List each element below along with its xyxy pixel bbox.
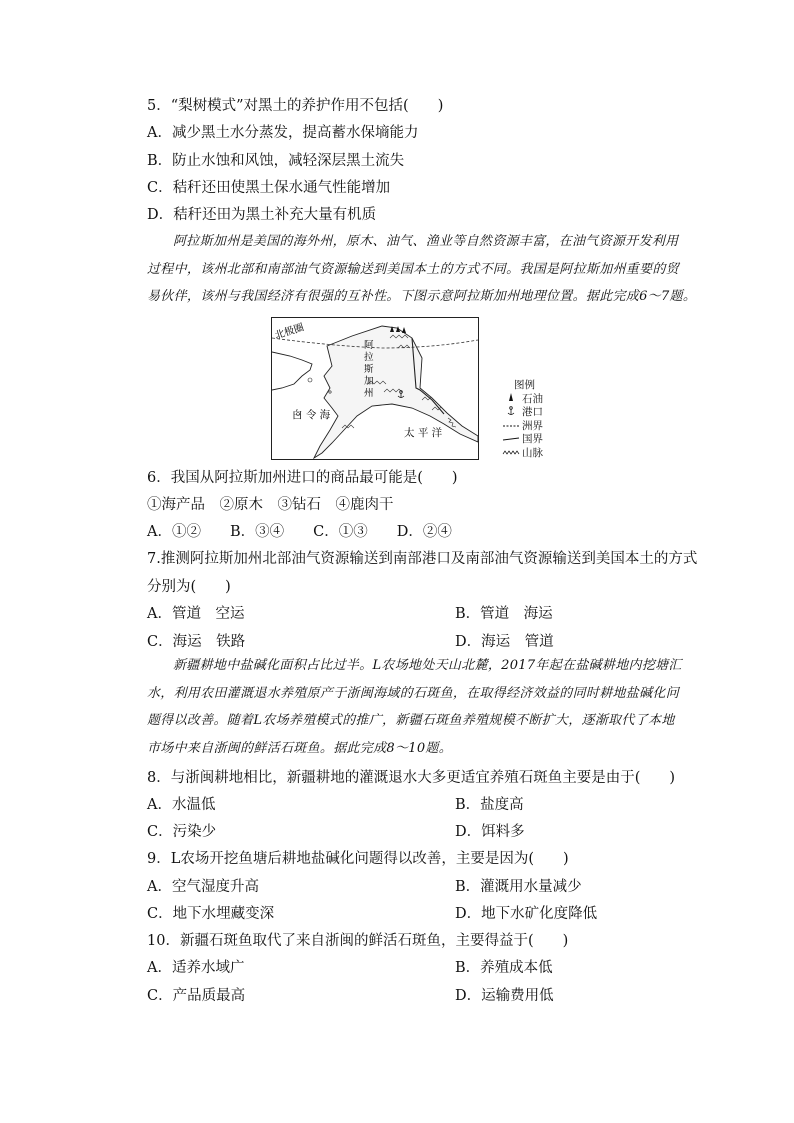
label-alaska-3: 斯: [364, 364, 374, 375]
legend-label: 山脉: [522, 446, 543, 459]
national-border-icon: [500, 433, 522, 447]
passage-line: 过程中，该州北部和南部油气资源输送到美国本土的方式不同。我国是阿拉斯加州重要的贸: [147, 261, 680, 277]
q7-option-c: C．海运 铁路: [147, 634, 246, 650]
legend-label: 港口: [522, 406, 543, 419]
legend-label: 国界: [522, 433, 543, 446]
q7-option-d: D．海运 管道: [455, 634, 554, 650]
q8-option-c: C．污染少: [147, 824, 217, 840]
label-pacific-ocean: 太 平 洋: [404, 427, 443, 439]
q5-option-c: C．秸秆还田使黑土保水通气性能增加: [147, 180, 391, 196]
state-border-icon: [500, 420, 522, 434]
passage-line: 阿拉斯加州是美国的海外州，原木、油气、渔业等自然资源丰富，在油气资源开发利用: [173, 234, 679, 249]
alaska-map: [271, 317, 479, 460]
q8-option-b: B．盐度高: [455, 797, 524, 813]
passage-line: 水，利用农田灌溉退水养殖原产于浙闽海域的石斑鱼，在取得经济效益的同时耕地盐碱化问: [147, 685, 680, 701]
mountain-icon: [500, 447, 522, 461]
q9-stem: 9．L农场开挖鱼塘后耕地盐碱化问题得以改善，主要是因为( ): [147, 851, 569, 867]
legend-item-state-border: [500, 420, 543, 434]
legend-item-port: [500, 406, 543, 420]
passage-line: 市场中来自浙闽的鲜活石斑鱼。据此完成8～10题。: [147, 740, 453, 756]
island: [308, 378, 312, 382]
legend-item-mountain: [500, 447, 543, 461]
oil-icon: [500, 392, 522, 407]
legend-title: 图例: [514, 379, 535, 391]
q8-stem: 8．与浙闽耕地相比，新疆耕地的灌溉退水大多更适宜养殖石斑鱼主要是由于( ): [147, 770, 676, 786]
label-arctic-circle: 北极圈: [273, 322, 306, 342]
q10-stem: 10．新疆石斑鱼取代了来自浙闽的鲜活石斑鱼，主要得益于( ): [147, 933, 569, 949]
q10-option-d: D．运输费用低: [455, 988, 554, 1004]
q6-items: ①海产品 ②原木 ③钻石 ④鹿肉干: [147, 497, 394, 513]
q7-stem-line1: 7.推测阿拉斯加州北部油气资源输送到南部港口及南部油气资源输送到美国本土的方式: [147, 551, 698, 567]
q9-option-d: D．地下水矿化度降低: [455, 906, 598, 922]
map-legend: [500, 379, 543, 461]
q10-option-b: B．养殖成本低: [455, 960, 553, 976]
q9-option-c: C．地下水埋藏变深: [147, 906, 275, 922]
q7-option-a: A．管道 空运: [147, 606, 245, 622]
legend-item-national-border: [500, 433, 543, 447]
label-alaska-2: 拉: [364, 352, 374, 363]
label-alaska-4: 加: [364, 376, 374, 387]
passage-line: 易伙伴，该州与我国经济有很强的互补性。下图示意阿拉斯加州地理位置。据此完成6～7题。: [147, 289, 697, 304]
q10-option-a: A．适养水域广: [147, 960, 245, 976]
q6-stem: 6．我国从阿拉斯加州进口的商品最可能是( ): [147, 470, 458, 486]
q8-option-a: A．水温低: [147, 797, 216, 813]
q5-option-b: B．防止水蚀和风蚀，减轻深层黑土流失: [147, 153, 405, 169]
alaska-map-drawing: [272, 318, 478, 459]
q7-option-b: B．管道 海运: [455, 606, 553, 622]
passage-line: 新疆耕地中盐碱化面积占比过半。L农场地处天山北麓，2017年起在盐碱耕地内挖塘汇: [173, 658, 682, 673]
q6-options: A．①② B．③④ C．①③ D．②④: [147, 524, 452, 540]
q5-option-a: A．减少黑土水分蒸发，提高蓄水保墒能力: [147, 125, 419, 141]
legend-label: 石油: [522, 392, 543, 405]
passage-xinjiang: [147, 652, 682, 762]
label-alaska-5: 州: [364, 388, 374, 399]
q5-stem: 5．“梨树模式”对黑土的养护作用不包括( ): [147, 98, 444, 114]
q8-option-d: D．饵料多: [455, 824, 525, 840]
label-alaska-1: 阿: [364, 340, 374, 351]
q10-option-c: C．产品质最高: [147, 988, 246, 1004]
q9-option-a: A．空气湿度升高: [147, 879, 259, 895]
q5-option-d: D．秸秆还田为黑土补充大量有机质: [147, 207, 377, 223]
q9-option-b: B．灌溉用水量减少: [455, 879, 582, 895]
label-bering-sea: 白 令 海: [292, 409, 331, 421]
port-icon: [500, 406, 522, 421]
legend-item-oil: [500, 393, 543, 407]
passage-line: 题得以改善。随着L农场养殖模式的推广，新疆石斑鱼养殖规模不断扩大，逐渐取代了本地: [147, 713, 675, 728]
passage-alaska: [147, 228, 697, 311]
q7-stem-line2: 分别为( ): [147, 579, 231, 595]
legend-label: 洲界: [522, 419, 543, 432]
